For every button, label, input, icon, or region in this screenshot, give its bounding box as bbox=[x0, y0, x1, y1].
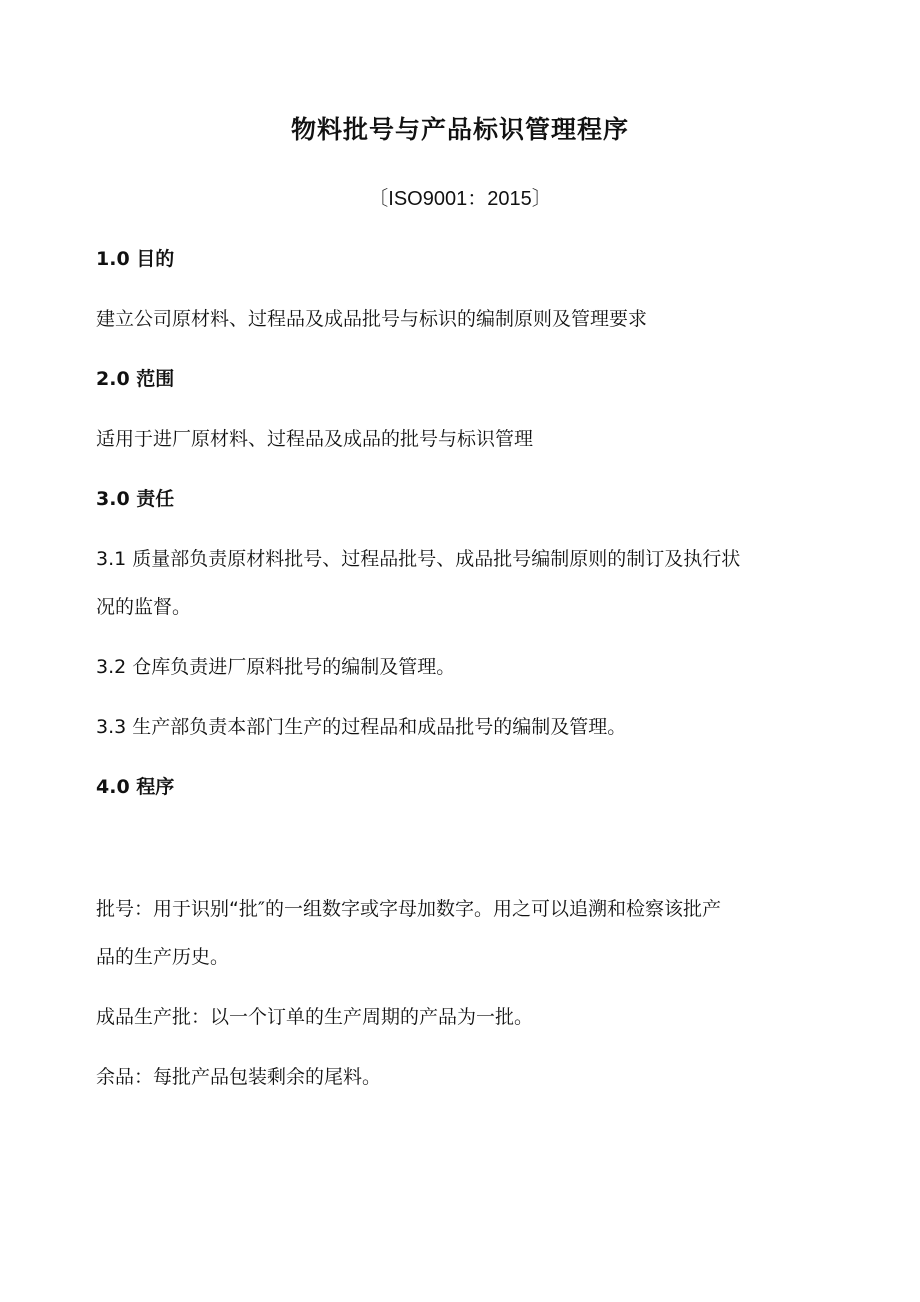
section-purpose-heading: 1.0 目的 bbox=[96, 248, 175, 270]
section-procedure-heading: 4.0 程序 bbox=[96, 776, 175, 798]
responsibility-item-2: 3.2 仓库负责进厂原料批号的编制及管理。 bbox=[96, 656, 456, 678]
definition-batch-number-line-2: 品的生产历史。 bbox=[96, 946, 230, 968]
definition-production-batch: 成品生产批：以一个订单的生产周期的产品为一批。 bbox=[96, 1006, 534, 1028]
definition-batch-number-line-1: 批号：用于识别“批″的一组数字或字母加数字。用之可以追溯和检察该批产 bbox=[96, 898, 721, 920]
definition-remainder: 余品：每批产品包装剩余的尾料。 bbox=[96, 1066, 382, 1088]
section-scope-text: 适用于进厂原材料、过程品及成品的批号与标识管理 bbox=[96, 428, 534, 450]
responsibility-item-1-line-2: 况的监督。 bbox=[96, 596, 192, 618]
section-purpose-text: 建立公司原材料、过程品及成品批号与标识的编制原则及管理要求 bbox=[96, 308, 648, 330]
responsibility-item-1-line-1: 3.1 质量部负责原材料批号、过程品批号、成品批号编制原则的制订及执行状 bbox=[96, 548, 741, 570]
document-subtitle: 〔ISO9001：2015〕 bbox=[368, 188, 552, 210]
section-responsibility-heading: 3.0 责任 bbox=[96, 488, 175, 510]
document-title: 物料批号与产品标识管理程序 bbox=[290, 115, 629, 144]
section-scope-heading: 2.0 范围 bbox=[96, 368, 175, 390]
responsibility-item-3: 3.3 生产部负责本部门生产的过程品和成品批号的编制及管理。 bbox=[96, 716, 627, 738]
